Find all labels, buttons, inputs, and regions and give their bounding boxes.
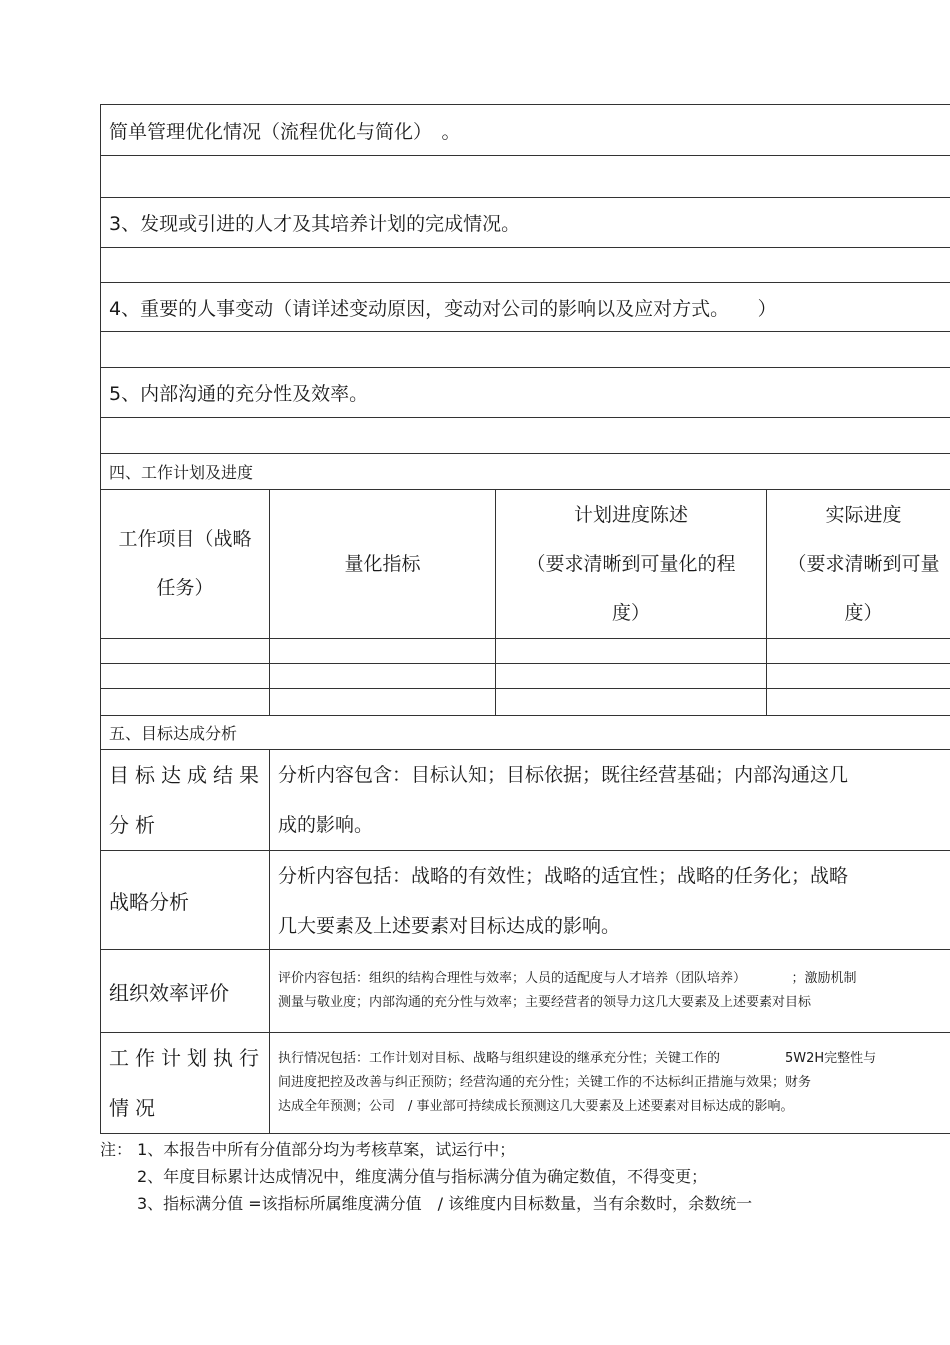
content-plan-execution: 执行情况包括：工作计划对目标、战略与组织建设的继承充分性；关键工作的 5W2H完整性与 间进度把控及改善与纠正预防；经营沟通的充分性；关键工作的不达标纠正措施与效果；财务 达成全年预测；公司 / 事业部可持续成长预测这几大要素及上述要素对目标达成的影响。 [270, 1033, 950, 1133]
analysis-row-org [101, 950, 950, 1033]
text-row [101, 105, 950, 156]
footnotes [100, 1136, 752, 1217]
row-personnel: 4、重要的人事变动（请详述变动原因，变动对公司的影响以及应对方式。 ） [101, 283, 950, 331]
note-1: 注： 1、本报告中所有分值部分均为考核草案，试运行中； [100, 1140, 516, 1159]
analysis-row-execution [101, 1033, 950, 1134]
blank-row [101, 418, 950, 454]
row-simple-mgmt: 简单管理优化情况（流程优化与简化） 。 [101, 105, 950, 155]
report-table [100, 104, 950, 1134]
blank-row [101, 248, 950, 283]
label-goal-result: 目标达成结果 分析 [101, 750, 270, 850]
analysis-row-strategy [101, 851, 950, 950]
header-actual-progress: 实际进度 （要求清晰到可量 度） [767, 490, 950, 638]
label-strategy: 战略分析 [101, 851, 270, 949]
header-planned-progress: 计划进度陈述 （要求清晰到可量化的程 度） [496, 490, 767, 638]
section5-title: 五、目标达成分析 [101, 716, 950, 749]
section-title-row [101, 454, 950, 490]
content-strategy: 分析内容包括：战略的有效性；战略的适宜性；战略的任务化；战略 几大要素及上述要素对目标达成的影响。 [270, 851, 950, 949]
label-plan-execution: 工作计划执行 情况 [101, 1033, 270, 1133]
blank-row [101, 332, 950, 368]
row-communication: 5、内部沟通的充分性及效率。 [101, 368, 950, 417]
text-row [101, 198, 950, 248]
note-2: 2、年度目标累计达成情况中，维度满分值与指标满分值为确定数值，不得变更； [137, 1167, 708, 1186]
content-org-efficiency: 评价内容包括：组织的结构合理性与效率；人员的适配度与人才培养（团队培养） ；激励机制 测量与敬业度；内部沟通的充分性与效率；主要经营者的领导力这几大要素及上述要素对目标 [270, 950, 950, 1032]
section-title-row [101, 716, 950, 750]
label-org-efficiency: 组织效率评价 [101, 950, 270, 1032]
section4-title: 四、工作计划及进度 [101, 454, 950, 489]
plan-empty-row [101, 639, 950, 664]
header-quant-index: 量化指标 [270, 490, 496, 638]
note-3: 3、指标满分值 =该指标所属维度满分值 / 该维度内目标数量，当有余数时，余数统一 [137, 1194, 753, 1213]
content-goal-result: 分析内容包含：目标认知；目标依据；既往经营基础；内部沟通这几 成的影响。 [270, 750, 950, 850]
plan-header-row [101, 490, 950, 639]
text-row [101, 283, 950, 332]
header-work-item: 工作项目（战略 任务） [101, 490, 270, 638]
text-row [101, 368, 950, 418]
analysis-row-goal [101, 750, 950, 851]
plan-empty-row [101, 664, 950, 689]
row-talent: 3、发现或引进的人才及其培养计划的完成情况。 [101, 198, 950, 247]
plan-empty-row [101, 689, 950, 716]
blank-row [101, 156, 950, 198]
